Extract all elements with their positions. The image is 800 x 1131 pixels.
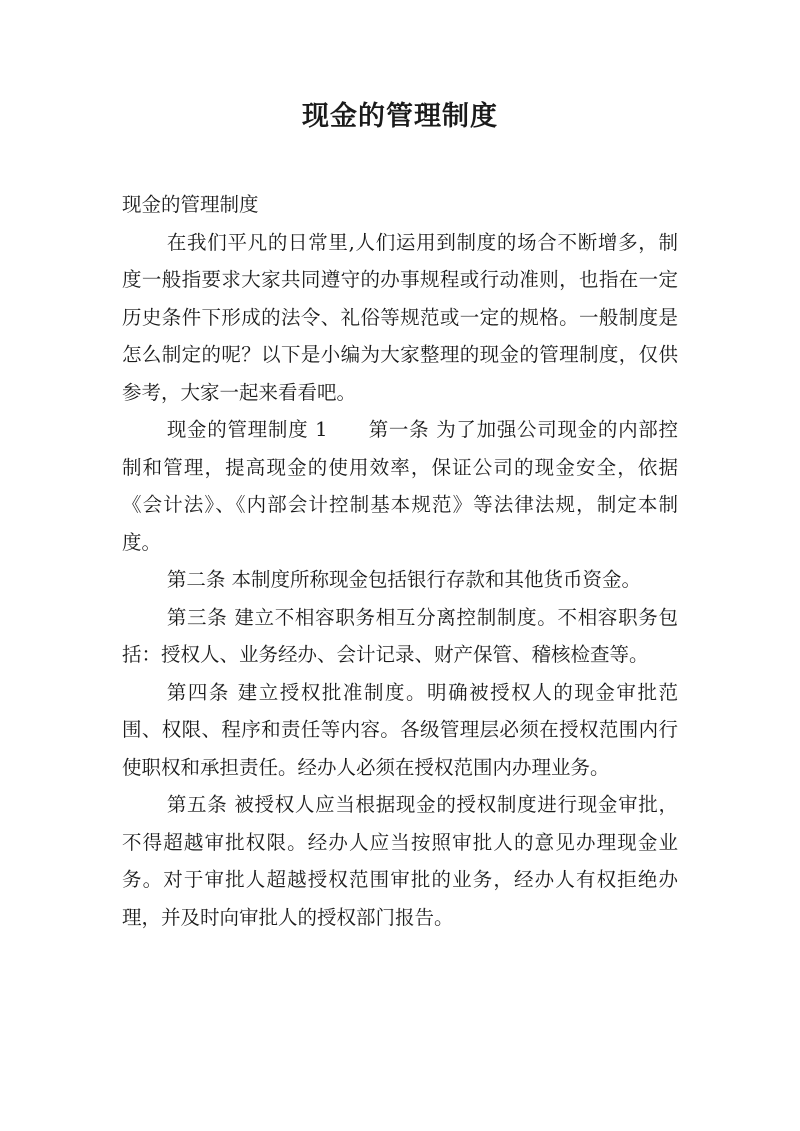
article-1-paragraph: 现金的管理制度 1 第一条 为了加强公司现金的内部控制和管理，提高现金的使用效率，保证公司的现金安全，依据《会计法》、《内部会计控制基本规范》等法律法规，制定本制度。 (122, 418, 678, 554)
article-5-paragraph: 第五条 被授权人应当根据现金的授权制度进行现金审批，不得超越审批权限。经办人应当按照审批人的意见办理现金业务。对于审批人超越授权范围审批的业务，经办人有权拒绝办理，并及时向审批人的授权部门报告。 (122, 793, 678, 929)
article-3-paragraph: 第三条 建立不相容职务相互分离控制制度。不相容职务包括：授权人、业务经办、会计记录、财产保管、稽核检查等。 (122, 605, 678, 666)
document-title: 现金的管理制度 (302, 101, 498, 132)
section-heading: 现金的管理制度 (122, 193, 259, 216)
document-body (122, 186, 678, 936)
article-2-paragraph: 第二条 本制度所称现金包括银行存款和其他货币资金。 (166, 568, 642, 591)
article-4-paragraph: 第四条 建立授权批准制度。明确被授权人的现金审批范围、权限、程序和责任等内容。各级管理层必须在授权范围内行使职权和承担责任。经办人必须在授权范围内办理业务。 (122, 680, 678, 779)
intro-paragraph: 在我们平凡的日常里,人们运用到制度的场合不断增多，制度一般指要求大家共同遵守的办事规程或行动准则，也指在一定历史条件下形成的法令、礼俗等规范或一定的规格。一般制度是怎么制定的呢？以下是小编为大家整理的现金的管理制度，仅供参考，大家一起来看看吧。 (122, 230, 678, 404)
